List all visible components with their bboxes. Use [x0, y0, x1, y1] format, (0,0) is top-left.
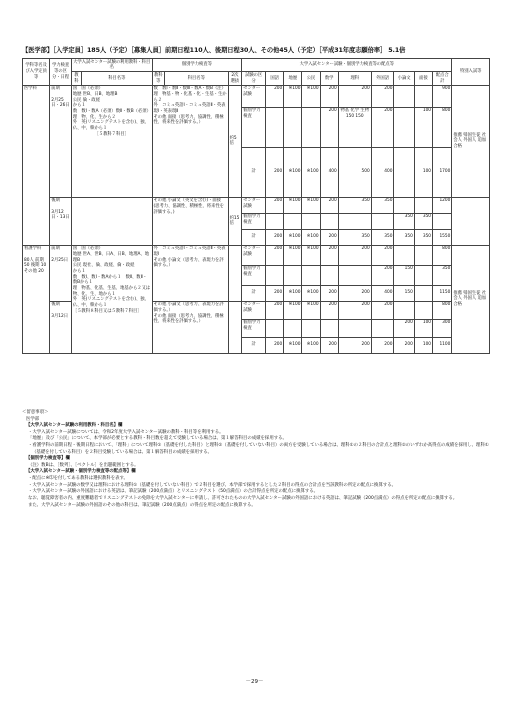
score-total: 1150 [433, 285, 452, 301]
tokushu: 推薦 帰国生徒 社会人 外国人 追加合格 [452, 85, 490, 197]
score: ※100 [302, 197, 320, 213]
score: 350 [371, 229, 394, 245]
k-sonota: その他 面接（思考力、協調性、積極性、将来性を評価する。） [153, 313, 224, 325]
score: 200 [338, 301, 371, 319]
score-total: 300 [433, 319, 452, 337]
kubun-kobetsu: 個別学力検査 [242, 319, 266, 337]
kobetsu-subjects [152, 245, 228, 301]
score-total [433, 213, 452, 229]
score [284, 319, 302, 337]
subj-kara1: から１ [72, 103, 86, 109]
score-total: 800 [433, 107, 452, 147]
dept-capacity: 80人 前期 50 後期 10 その他 20 [24, 257, 47, 274]
sub-mensetsu: 面接 [414, 72, 432, 85]
score: 200 [394, 337, 414, 353]
score: 200 [338, 85, 371, 107]
k-sonota: その他 小論文（思考力、表現力を評価する。） [153, 257, 224, 269]
k-sonota: その他 小論文（思考力、表現力を評価する。） [153, 302, 224, 313]
col-capacity: 学力検査等の区分・日程 [50, 59, 72, 86]
score [284, 265, 302, 285]
score: ※100 [284, 229, 302, 245]
schedule-label: 前期 [51, 86, 60, 92]
schedule-date: 3月12日・13日 [51, 209, 70, 221]
score-total: 900 [433, 85, 452, 107]
sub-total: 配点合計 [433, 72, 452, 85]
score: 200 [371, 337, 394, 353]
score: 400 [371, 285, 394, 301]
score: 150 [394, 265, 414, 285]
schedule-cell [50, 245, 72, 301]
score: ※100 [284, 301, 302, 319]
score: 200 [320, 229, 338, 245]
score: 200 [371, 107, 394, 147]
subj-total: ［５教科８科目又は５教科７科目］ [72, 308, 142, 314]
tokushu-empty [452, 197, 490, 245]
subj-kara1: から１ [72, 268, 86, 274]
score: ※100 [284, 337, 302, 353]
kubun-total: 計 [242, 229, 266, 245]
score: 400 [320, 147, 338, 197]
score-total: 800 [433, 245, 452, 265]
score: 200 [320, 85, 338, 107]
notes-item: ・大学入試センター試験の数学又は理科における理科①（基礎を付していない科目）で２科目を選び、本学部で採用するとした２科目の得点の合計点を当該教科の所定の配点に換算する。 [28, 482, 397, 488]
score: ※100 [284, 285, 302, 301]
kubun-center: センター試験 [242, 245, 266, 265]
table-row [23, 245, 490, 265]
score [284, 213, 302, 229]
subj-chireki: 地歴 世A、世B、日A、日B、地理A、地理B [72, 251, 150, 263]
score: 200 [371, 85, 394, 107]
score: ※100 [284, 85, 302, 107]
col-haiten: 大学入試センター試験・個別学力検査等の配点等 [242, 59, 452, 72]
score: 200 [320, 337, 338, 353]
subj-rika: 理 物基、化基、生基、地基から２又は物、化、生、地から１ [72, 285, 151, 297]
dept-name: 看護学科 [24, 246, 42, 252]
table-header-row [23, 59, 490, 72]
score: 200 [338, 245, 371, 265]
subj-sugaku: 数 数Ⅰ、数Ⅰ・数Aから１ 数Ⅱ、数Ⅱ・数Bから１ [72, 274, 147, 286]
score [302, 319, 320, 337]
table-row [23, 85, 490, 107]
schedule-date: 2月25日 [51, 257, 69, 263]
schedule-label: 前期 [51, 246, 60, 252]
score: 200 [320, 245, 338, 265]
score: 200 [320, 107, 338, 147]
kubun-kobetsu: 個別学力検査 [242, 107, 266, 147]
subj-kokugo: 国 国（必須） [72, 86, 103, 92]
score: ※100 [302, 285, 320, 301]
score: 200 [266, 245, 284, 265]
subj-komin: 公民 倫・政経 [72, 97, 100, 103]
score [338, 319, 371, 337]
sub-kobetsu-kamoku: 科目名等 [164, 72, 228, 85]
center-subjects [71, 85, 152, 197]
score [414, 85, 432, 107]
score: 200 [371, 265, 394, 285]
kubun-center: センター試験 [242, 197, 266, 213]
score [414, 265, 432, 285]
k-sonota: その他 面接（思考力、協調性、積極性、将来性を評価する。） [153, 114, 224, 126]
score [320, 265, 338, 285]
sub-sugaku: 数学 [320, 72, 338, 85]
score [394, 147, 414, 197]
kubun-total: 計 [242, 147, 266, 197]
page-header: 【医学部】［入学定員］185人（予定）［募集人員］前期日程110人、後期日程30人、その他45人（予定）［平成31年度志願倍率］ 5.1倍 [22, 47, 406, 54]
sub-sentaku: 2次選抜 [228, 72, 242, 85]
kobetsu-subjects [152, 301, 228, 353]
score: 100 [414, 337, 432, 353]
score [394, 107, 414, 147]
schedule-cell [50, 301, 72, 353]
col-kobetsu: 個別学力検査等 [152, 59, 242, 72]
k-rika: 理 物基・物・化基・化・生基・生から２ [153, 91, 227, 103]
score-total: 350 [433, 265, 452, 285]
subj-rika: 理 物、化、生から２ [72, 114, 116, 120]
score: 200 [320, 301, 338, 319]
center-subjects-same [71, 197, 152, 245]
score: 200 [338, 337, 371, 353]
sub-kamoku: 科目名等 [82, 72, 152, 85]
kubun-center: センター試験 [242, 301, 266, 319]
kubun-total: 計 [242, 285, 266, 301]
notes-item: なお、聴覚障害者の内、重度難聴者でリスニングテストの免除を大学入試センターに申請し、許可されたものの大学入試センター試験の外国語における英語は、筆記試験（200点満点）の得点を所定の配点に換算する。 [28, 495, 458, 501]
score [394, 85, 414, 107]
score: ※100 [302, 245, 320, 265]
notes-section [22, 410, 492, 509]
score: 200 [371, 301, 394, 319]
k-sugaku: 数 数Ⅰ・数Ⅱ・数Ⅲ・数A・数B（注） [153, 86, 226, 92]
score [266, 319, 284, 337]
table-row [23, 197, 490, 213]
col-center: 大学入試センター試験の利用教科・科目名 [73, 59, 151, 71]
score [266, 265, 284, 285]
schedule-date: 2月25日・26日 [51, 97, 70, 109]
score: 100 [414, 147, 432, 197]
score: 200 [266, 301, 284, 319]
notes-heading: 【大学入試センター試験の利用教科・科目名】欄 [26, 423, 123, 429]
score-total: 1100 [433, 337, 452, 353]
score: 200 [266, 197, 284, 213]
kubun-center: センター試験 [242, 85, 266, 107]
score [338, 213, 371, 229]
score: 350 [414, 229, 432, 245]
sentaku-ratio: 約15倍 [228, 197, 242, 245]
score: 350 [338, 229, 371, 245]
score [394, 301, 414, 319]
score [371, 213, 394, 229]
score [266, 107, 284, 147]
score: ※100 [302, 301, 320, 319]
notes-item: （注）数Bは、［数列］、［ベクトル］を出題範囲とする。 [28, 462, 139, 468]
score: 200 [266, 337, 284, 353]
k-gaikoku: 外 コミュ英語Ⅰ・コミュ英語Ⅱ・英表現Ⅰ [153, 246, 226, 257]
score [320, 213, 338, 229]
subj-total: ［５教科７科目］ [94, 131, 129, 137]
subj-gaikoku: 外 英(リスニングテストを含む)、独、仏、中、韓から１ [72, 297, 149, 308]
score: 100 [414, 319, 432, 337]
notes-dept: 医学部 [26, 416, 40, 422]
score [302, 213, 320, 229]
col-dept: 学科等名及び入学定員等 [23, 59, 50, 86]
notes-item: 「地歴」及び「公民」について、本学部が必要とする教科・科目数を超えて受験している場合は、第１解答科目の成績を採用する。 [28, 436, 287, 442]
notes-item: ・大学入試センター試験の外国語における英語は、筆記試験（200点満点）とリスニングテスト（50点満点）の合計得点を所定の配点に換算する。 [28, 489, 319, 495]
score: ※100 [302, 85, 320, 107]
schedule-label: 後期 [51, 198, 60, 204]
score [414, 285, 432, 301]
score: 200 [266, 147, 284, 197]
tokushu: 推薦 帰国生徒 社会人 外国人 追加合格 [452, 245, 490, 353]
score: ※100 [284, 147, 302, 197]
schedule-label: 後期 [51, 302, 60, 308]
score: 350 [338, 197, 371, 213]
score: 物基 化学 生物 150 150 [338, 107, 371, 147]
score: 100 [414, 107, 432, 147]
score: 350 [394, 229, 414, 245]
score [394, 197, 414, 213]
notes-item: ・大学入試センター試験については、令和2年度大学入試センター試験の教科・科目等を利用する。 [28, 429, 224, 435]
notes-item: ・配点に※印を付してある教科は選択教科を表す。 [28, 476, 128, 482]
notes-item: また、大学入試センター試験の外国語のその他の科目は、筆記試験（200点満点）の得点を所定の配点に換算する。 [28, 502, 256, 508]
score [414, 197, 432, 213]
score: 350 [371, 197, 394, 213]
table-subheader-row [23, 72, 490, 85]
schedule-cell [50, 197, 72, 245]
sub-kyoka: 教科 [71, 72, 81, 85]
k-gaikoku: 外 コミュ英語Ⅰ・コミュ英語Ⅱ・英表現Ⅰ・英表現Ⅱ [153, 103, 226, 114]
subj-chireki: 地歴 世B、日B、地理B [72, 91, 118, 97]
subj-komin: 公民 現社、倫、政経、倫・政経 [72, 263, 135, 269]
score: 200 [320, 197, 338, 213]
sentaku-ratio: 約5倍 [228, 85, 242, 197]
sub-kokugo: 国語 [266, 72, 284, 85]
notes-title: ＜留意事項＞ [22, 410, 49, 415]
score: 500 [338, 147, 371, 197]
sub-komin: 公民 [302, 72, 320, 85]
dept-name: 医学科 [23, 85, 50, 245]
sub-kobetsu-kyoka: 教科等 [153, 72, 163, 84]
notes-item: ・看護学科の前期日程・後期日程において、「理科」について理科①（基礎を付した科目）と理科②（基礎を付していない科目）の両方を受験している場合は、理科①の２科目の合計点と理科②のいずれか高得点の成績を採用し、理科①（基礎を付している科目）を２科目受験している場合は、第１解答科目の成績を採用する。 [28, 443, 489, 455]
kobetsu-subjects [152, 85, 228, 197]
sentaku-empty [228, 245, 242, 301]
score [414, 245, 432, 265]
score-total: 1550 [433, 229, 452, 245]
score: 200 [266, 85, 284, 107]
score: ※100 [302, 229, 320, 245]
score: 350 [394, 213, 414, 229]
score-total: 1200 [433, 197, 452, 213]
score-total: 1700 [433, 147, 452, 197]
score: 200 [266, 285, 284, 301]
score: 350 [414, 213, 432, 229]
admissions-table [22, 58, 490, 354]
score [320, 319, 338, 337]
score: 200 [371, 245, 394, 265]
subj-kokugo: 国 国（必須） [72, 246, 103, 252]
score [414, 301, 432, 319]
score [394, 245, 414, 265]
score: ※100 [284, 197, 302, 213]
sub-shoronbun: 小論文 [394, 72, 414, 85]
sentaku-empty [228, 301, 242, 353]
score: 150 [394, 285, 414, 301]
sub-kubun: 試験の区分 [242, 72, 266, 85]
score [302, 107, 320, 147]
score [284, 107, 302, 147]
score: ※100 [284, 245, 302, 265]
score: 200 [338, 285, 371, 301]
score: 200 [320, 285, 338, 301]
col-tokushu: 特別入試等 [452, 59, 490, 86]
notes-heading: 【大学入試センター試験・個別学力検査等の配点等】欄 [26, 469, 136, 475]
score: ※100 [302, 337, 320, 353]
score: 200 [266, 229, 284, 245]
kobetsu-subjects: その他 小論文（英文を含む)・面接(思考力、協調性、積極性、将来性を評価する。) [152, 197, 228, 245]
kubun-kobetsu: 個別学力検査 [242, 265, 266, 285]
score: ※100 [302, 147, 320, 197]
kubun-kobetsu: 個別学力検査 [242, 213, 266, 229]
page-number: －29－ [245, 679, 264, 685]
sub-rika: 理科 [338, 72, 371, 85]
subj-sugaku: 数 数Ⅰ・数A（必須）数Ⅱ・数B（必須） [72, 108, 151, 114]
sub-gaikoku: 外国語 [371, 72, 394, 85]
score: 400 [371, 147, 394, 197]
score [371, 319, 394, 337]
score [266, 213, 284, 229]
schedule-cell [50, 85, 72, 197]
center-subjects [71, 245, 152, 353]
dept-cell [23, 245, 50, 353]
notes-heading: 【個別学力検査等】欄 [26, 456, 70, 462]
score: 200 [394, 319, 414, 337]
schedule-date: 3月12日 [51, 313, 69, 319]
score [338, 265, 371, 285]
score-total: 800 [433, 301, 452, 319]
kubun-total: 計 [242, 337, 266, 353]
subj-gaikoku: 外 英(リスニングテストを含む)、独、仏、中、韓から１ [72, 120, 149, 131]
score [302, 265, 320, 285]
sub-chireki: 地歴 [284, 72, 302, 85]
